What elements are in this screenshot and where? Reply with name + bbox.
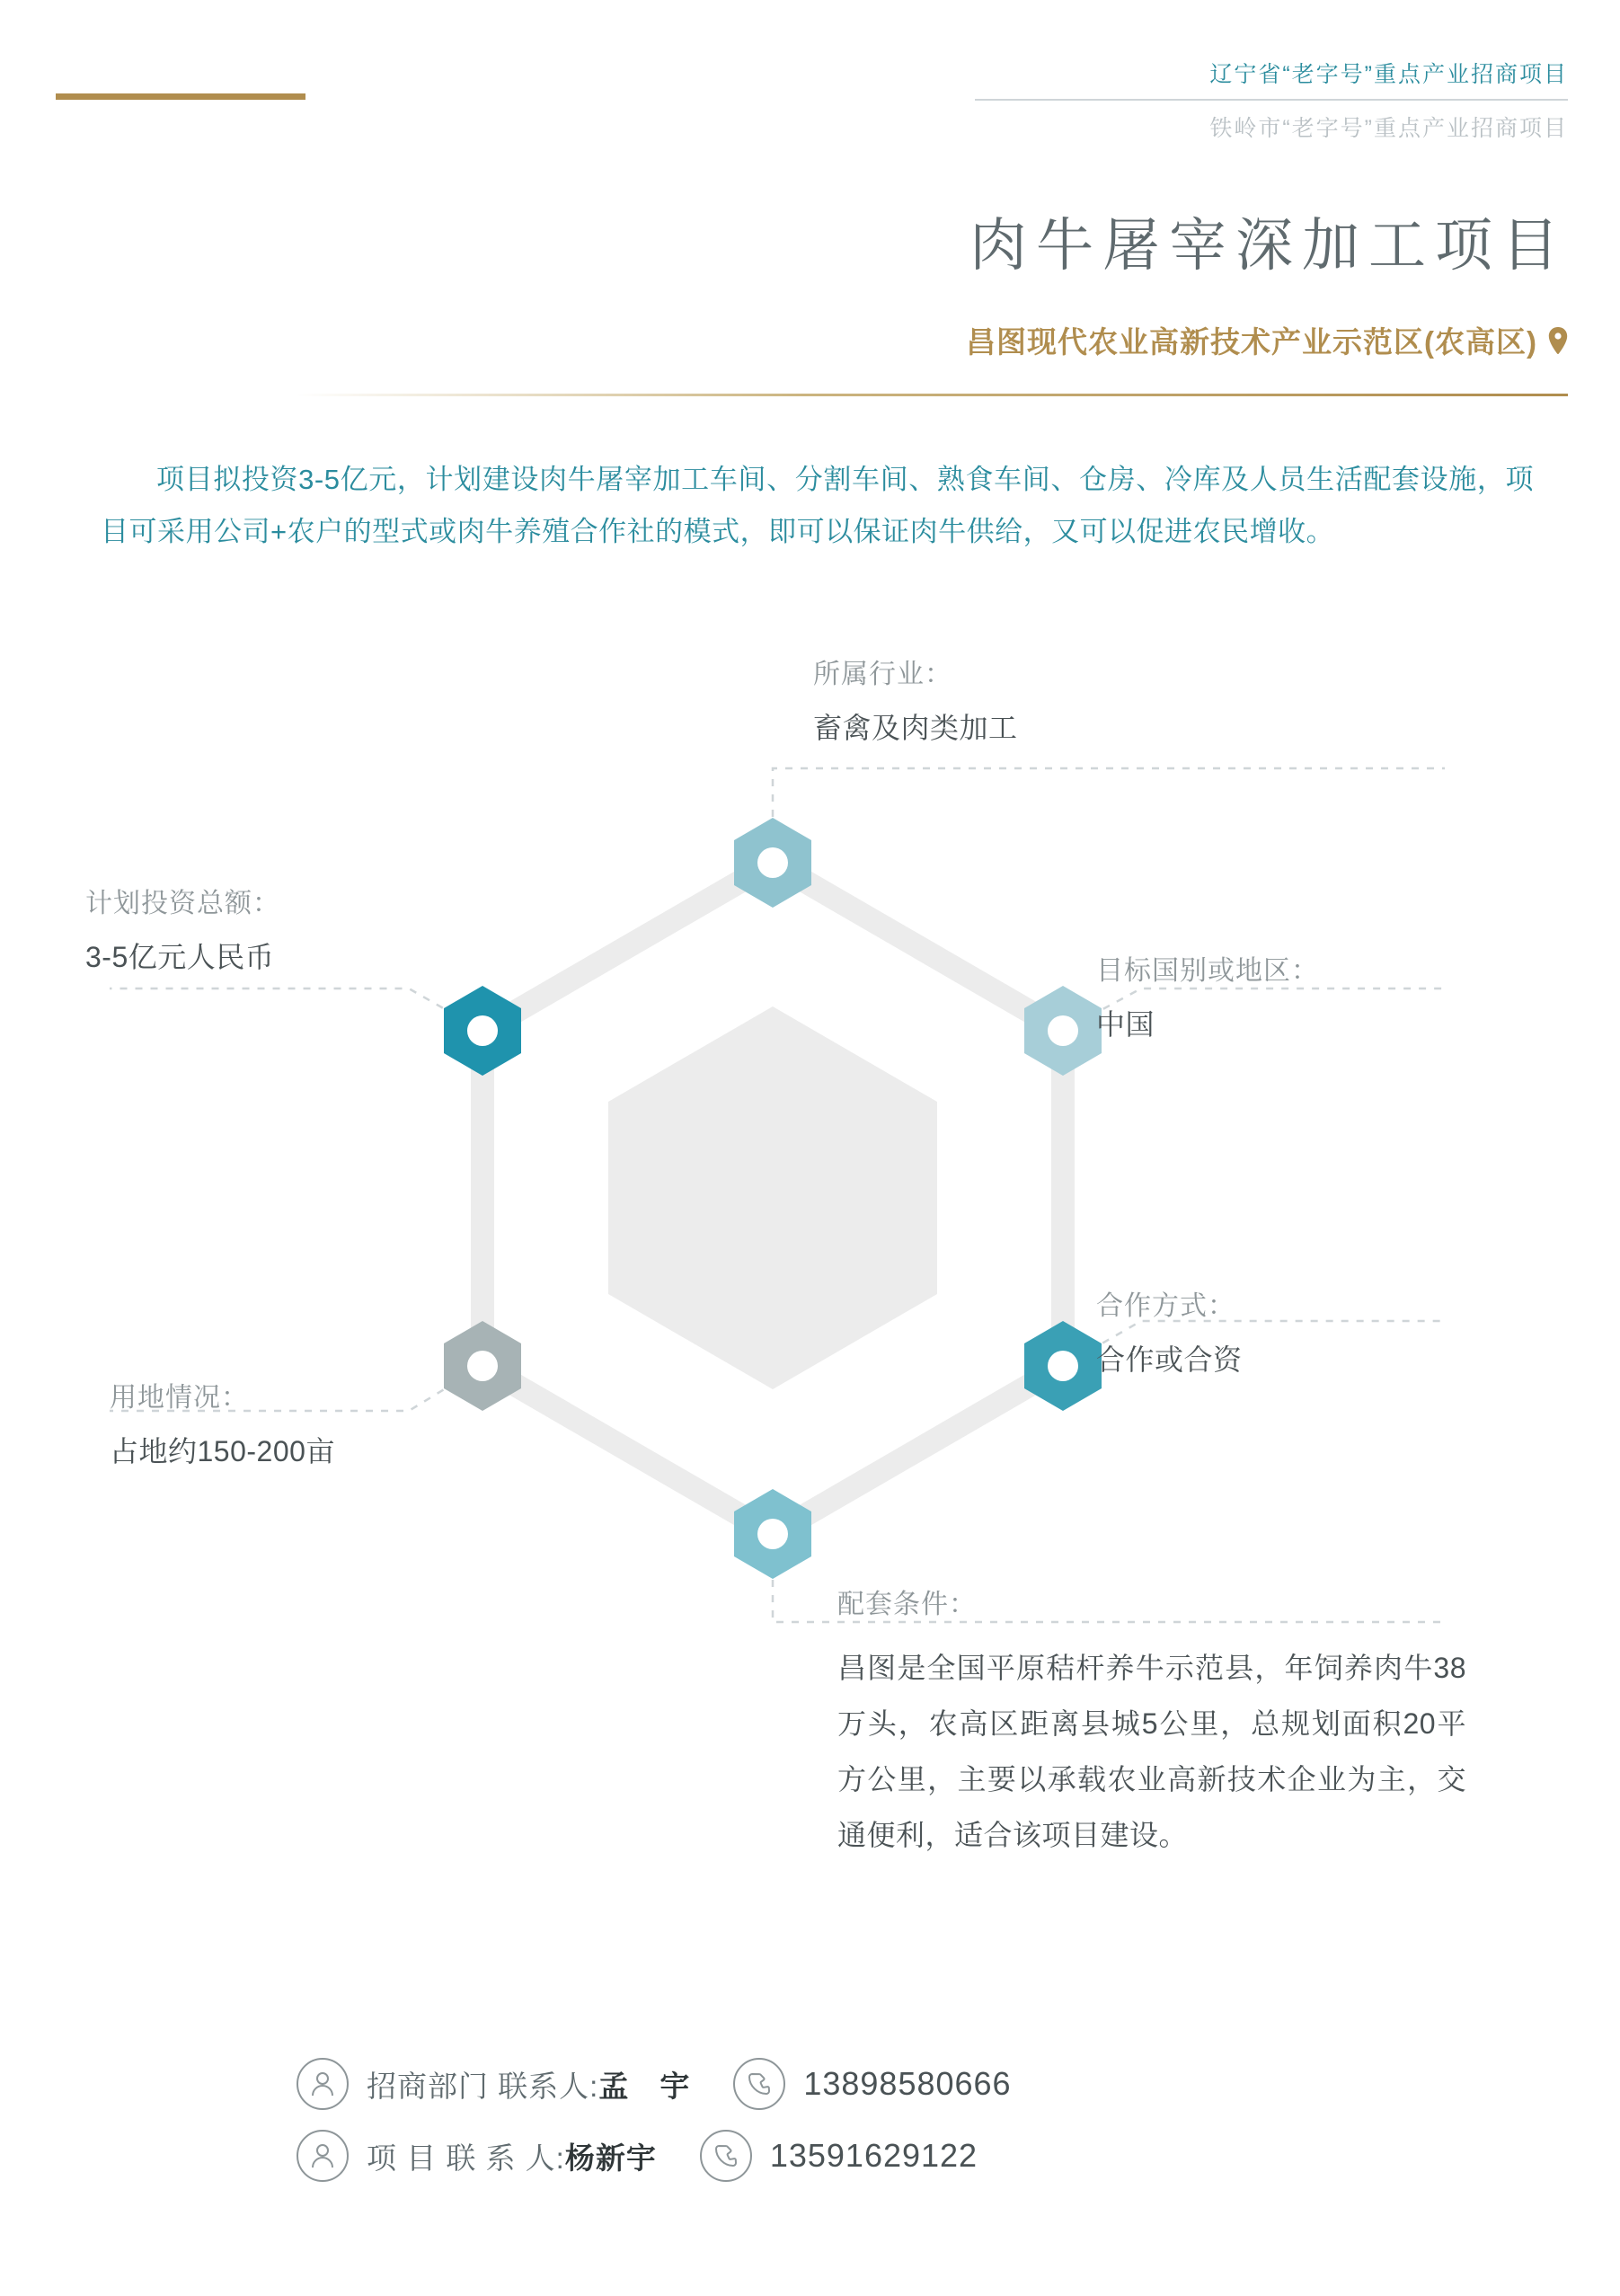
person-icon xyxy=(297,2058,349,2110)
hex-node-land xyxy=(444,1321,521,1411)
hex-node-facilities xyxy=(734,1489,811,1579)
header-titles xyxy=(975,56,1568,147)
phone-icon xyxy=(700,2130,752,2182)
node-label-facilities: 配套条件： xyxy=(837,1590,977,1619)
contact-label-and-name xyxy=(367,2135,657,2177)
node-label-industry: 所属行业： xyxy=(813,660,952,689)
hex-node-target-region xyxy=(1024,986,1102,1076)
node-value-facilities: 昌图是全国平原秸杆养牛示范县，年饲养肉牛38万头，农高区距离县城5公里，总规划面积20平方公里，主要以承载农业高新技术企业为主，交通便利，适合该项目建设。 xyxy=(837,1652,1466,1851)
contact-name: 杨新宇 xyxy=(564,2141,657,2175)
project-intro: 项目拟投资3-5亿元，计划建设肉牛屠宰加工车间、分割车间、熟食车间、仓房、冷库及人员生活配套设施，项目可采用公司+农户的型式或肉牛养殖合作社的模式，即可以保证肉牛供给，又可以促进农民增收。 xyxy=(101,464,1534,547)
node-label-investment: 计划投资总额： xyxy=(85,889,280,918)
contact-row xyxy=(297,2058,1375,2110)
hex-diagram xyxy=(0,660,1620,1968)
page-title: 肉牛屠宰深加工项目 xyxy=(969,213,1568,278)
phone-group xyxy=(733,2058,1011,2110)
subtitle-row xyxy=(966,319,1568,361)
person-icon xyxy=(297,2130,349,2182)
node-value-investment: 3-5亿元人民币 xyxy=(85,941,275,973)
node-value-land: 占地约150-200亩 xyxy=(110,1435,335,1467)
node-label-cooperation: 合作方式： xyxy=(1096,1291,1235,1321)
hex-node-investment xyxy=(444,986,521,1076)
title-gradient-rule xyxy=(297,394,1568,396)
contact-name: 孟 宇 xyxy=(598,2069,691,2103)
header-divider xyxy=(975,99,1568,101)
node-value-industry: 畜禽及肉类加工 xyxy=(813,712,1018,744)
header-province-line: 辽宁省“老字号”重点产业招商项目 xyxy=(1209,62,1568,87)
contact-label: 招商部门 联系人: xyxy=(367,2069,599,2103)
contact-phone[interactable]: 13898580666 xyxy=(803,2065,1012,2102)
header-gold-rule xyxy=(56,93,305,100)
contact-label-and-name xyxy=(367,2063,690,2105)
contact-phone[interactable]: 13591629122 xyxy=(769,2137,978,2174)
phone-group xyxy=(700,2130,978,2182)
contact-row xyxy=(297,2130,1375,2182)
hex-node-industry xyxy=(734,665,1620,908)
contact-label: 项 目 联 系 人: xyxy=(367,2141,565,2175)
phone-icon xyxy=(733,2058,785,2110)
node-label-land: 用地情况： xyxy=(110,1383,249,1413)
node-value-target-region: 中国 xyxy=(1096,1008,1155,1041)
node-label-target-region: 目标国别或地区： xyxy=(1096,956,1319,986)
map-pin-icon xyxy=(1548,327,1568,354)
node-value-cooperation: 合作或合资 xyxy=(1096,1343,1243,1376)
hex-node-cooperation xyxy=(1024,1321,1102,1411)
page-subtitle: 昌图现代农业高新技术产业示范区(农高区) xyxy=(966,325,1537,359)
hex-inner-fill xyxy=(608,1006,937,1389)
header-city-line: 铁岭市“老字号”重点产业招商项目 xyxy=(1209,116,1568,141)
footer-contacts xyxy=(297,2058,1375,2202)
